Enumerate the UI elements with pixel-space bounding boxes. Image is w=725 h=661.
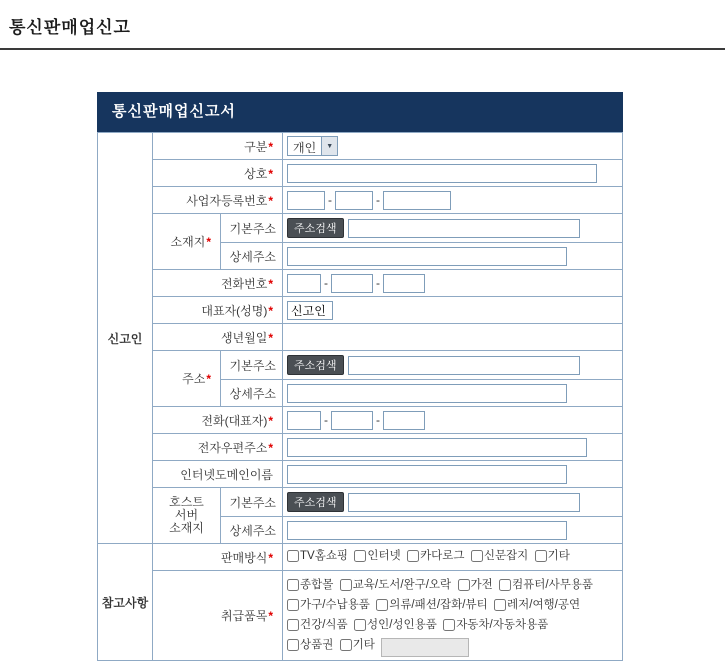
sales-method-checkbox[interactable] — [535, 550, 547, 562]
checkbox-label: 건강/식품 — [300, 618, 348, 631]
items-checkbox[interactable] — [499, 579, 511, 591]
required-marker: * — [268, 440, 274, 455]
address-detail-input[interactable] — [287, 384, 567, 403]
label-text: 전화번호 — [220, 276, 268, 291]
items-checkbox[interactable] — [340, 639, 352, 651]
location-detail-input[interactable] — [287, 247, 567, 266]
items-option[interactable] — [340, 636, 375, 654]
items-checkbox[interactable] — [287, 639, 299, 651]
items-checkbox[interactable] — [287, 579, 299, 591]
label-text: 인터넷도메인이름 — [180, 467, 274, 482]
checkbox-label: 컴퓨터/사무용품 — [512, 578, 594, 591]
location-basic-input[interactable] — [348, 219, 580, 238]
row-phone-representative — [98, 407, 623, 434]
checkbox-label: 레저/여행/공연 — [507, 598, 581, 611]
items-option[interactable] — [287, 616, 348, 634]
required-marker: * — [268, 609, 274, 623]
sales-method-checkbox[interactable] — [471, 550, 483, 562]
checkbox-label: 신문잡지 — [483, 550, 529, 562]
dash-separator: - — [376, 413, 381, 427]
required-marker: * — [268, 193, 274, 208]
label-text: 사업자등록번호 — [186, 193, 268, 208]
company-input[interactable] — [287, 164, 597, 183]
items-option[interactable] — [494, 596, 580, 614]
phone-part1-input[interactable] — [287, 274, 321, 293]
label-business-reg-no — [153, 187, 283, 214]
items-checkbox[interactable] — [458, 579, 470, 591]
row-email — [98, 434, 623, 461]
label-text: 전화(대표자) — [201, 413, 268, 428]
phone-rep-part1-input[interactable] — [287, 411, 321, 430]
phone-part3-input[interactable] — [383, 274, 425, 293]
checkbox-label: 의류/패션/잡화/뷰티 — [389, 598, 488, 611]
items-option[interactable] — [287, 596, 370, 614]
items-checkbox[interactable] — [443, 619, 455, 631]
checkbox-label: 자동차/자동차용품 — [456, 618, 549, 631]
items-option[interactable] — [340, 576, 451, 594]
items-checkbox[interactable] — [494, 599, 506, 611]
sublabel-address-basic — [221, 351, 283, 380]
sales-method-option-catalog[interactable] — [407, 547, 464, 565]
label-text: 구분 — [244, 139, 268, 154]
dash-separator: - — [376, 193, 381, 207]
row-location-basic — [98, 214, 623, 243]
label-text: 판매방식 — [220, 550, 268, 565]
sublabel-host-detail — [221, 517, 283, 544]
host-address-search-button[interactable]: 주소검색 — [287, 492, 344, 512]
row-representative — [98, 297, 623, 324]
sublabel-text: 상세주소 — [229, 249, 277, 264]
sales-method-option-internet[interactable] — [354, 547, 400, 565]
label-text: 주소 — [182, 372, 206, 386]
required-marker: * — [268, 550, 274, 565]
sublabel-host-basic — [221, 488, 283, 517]
row-business-reg-no — [98, 187, 623, 214]
form-title: 통신판매업신고서 — [97, 92, 623, 132]
checkbox-label: 카다로그 — [420, 550, 465, 562]
page-title: 통신판매업신고 — [9, 18, 131, 37]
required-marker: * — [268, 139, 274, 154]
sublabel-text: 기본주소 — [229, 358, 277, 373]
phone-part2-input[interactable] — [331, 274, 373, 293]
items-option[interactable] — [443, 616, 548, 634]
label-text: 전자우편주소 — [197, 440, 268, 455]
label-company — [153, 160, 283, 187]
sublabel-text: 상세주소 — [229, 523, 277, 538]
label-email — [153, 434, 283, 461]
address-basic-input[interactable] — [348, 356, 580, 375]
sales-method-checkbox[interactable] — [287, 550, 299, 562]
items-etc-input[interactable] — [381, 638, 469, 657]
dash-separator: - — [324, 413, 329, 427]
sublabel-location-basic — [221, 214, 283, 243]
sales-method-option-etc[interactable] — [535, 547, 570, 565]
items-option[interactable] — [458, 576, 493, 594]
items-checkbox[interactable] — [287, 599, 299, 611]
sublabel-text: 상세주소 — [229, 386, 277, 401]
host-basic-input[interactable] — [348, 493, 580, 512]
row-phone — [98, 270, 623, 297]
category-select-value: 개인 — [293, 141, 317, 155]
checkbox-label: 교육/도서/완구/오락 — [352, 578, 452, 591]
items-option[interactable] — [354, 616, 437, 634]
items-option[interactable] — [499, 576, 593, 594]
row-birth-date — [98, 324, 623, 351]
sales-method-checkbox[interactable] — [407, 550, 419, 562]
row-sales-method — [98, 544, 623, 571]
items-checkbox[interactable] — [376, 599, 388, 611]
required-marker: * — [268, 303, 274, 318]
group-reference — [98, 544, 153, 661]
label-text: 취급품목 — [220, 609, 268, 623]
required-marker: * — [268, 413, 274, 428]
label-text: 소재지 — [170, 235, 206, 249]
title-divider — [0, 48, 725, 50]
label-text: 대표자(성명) — [201, 303, 268, 318]
checkbox-label: 가구/수납용품 — [300, 598, 370, 611]
group-reporter-label: 신고인 — [107, 331, 143, 346]
birth-date-cell — [283, 324, 623, 351]
label-internet-domain — [153, 461, 283, 488]
row-host-server-basic — [98, 488, 623, 517]
required-marker: * — [206, 372, 211, 386]
host-detail-input[interactable] — [287, 521, 567, 540]
checkbox-label: 가전 — [470, 578, 493, 591]
required-marker: * — [268, 276, 274, 291]
label-category — [153, 133, 283, 160]
host-server-label-line: 호스트 — [169, 495, 204, 509]
sublabel-text: 기본주소 — [229, 495, 277, 510]
checkbox-label: 기타 — [547, 550, 570, 562]
label-representative — [153, 297, 283, 324]
label-birth-date — [153, 324, 283, 351]
checkbox-label: TV홈쇼핑 — [300, 550, 349, 562]
label-phone — [153, 270, 283, 297]
label-text: 생년월일 — [220, 330, 268, 345]
checkbox-label: 기타 — [352, 638, 375, 651]
report-form — [97, 92, 623, 661]
host-server-label-line: 서버 — [174, 508, 199, 522]
group-reference-label: 참고사항 — [101, 595, 149, 610]
phone-rep-part3-input[interactable] — [383, 411, 425, 430]
dash-separator: - — [376, 276, 381, 290]
checkbox-label: 상품권 — [300, 638, 334, 651]
label-text: 상호 — [244, 166, 268, 181]
representative-input[interactable] — [287, 301, 333, 320]
required-marker: * — [268, 330, 274, 345]
items-option[interactable] — [287, 576, 333, 594]
required-marker: * — [206, 235, 211, 249]
row-category — [98, 133, 623, 160]
sales-method-checkbox[interactable] — [354, 550, 366, 562]
row-internet-domain — [98, 461, 623, 488]
checkbox-label: 인터넷 — [367, 550, 401, 562]
group-reporter — [98, 133, 153, 544]
address-search-button[interactable]: 주소검색 — [287, 355, 344, 375]
sublabel-text: 기본주소 — [229, 221, 277, 236]
row-company — [98, 160, 623, 187]
checkbox-label: 성인/성인용품 — [367, 618, 437, 631]
sales-method-option-tv[interactable] — [287, 547, 348, 565]
business-reg-no-part2-input[interactable] — [335, 191, 373, 210]
location-address-search-button[interactable]: 주소검색 — [287, 218, 344, 238]
items-option[interactable] — [376, 596, 487, 614]
sublabel-address-detail — [221, 380, 283, 407]
label-address — [153, 351, 221, 407]
sublabel-location-detail — [221, 243, 283, 270]
row-address-basic — [98, 351, 623, 380]
chevron-down-icon: ▼ — [321, 137, 337, 155]
report-form-table — [97, 132, 623, 661]
business-reg-no-part3-input[interactable] — [383, 191, 451, 210]
label-location — [153, 214, 221, 270]
business-reg-no-part1-input[interactable] — [287, 191, 325, 210]
dash-separator: - — [328, 193, 333, 207]
dash-separator: - — [324, 276, 329, 290]
label-phone-representative — [153, 407, 283, 434]
label-sales-method — [153, 544, 283, 571]
category-select[interactable] — [287, 136, 338, 156]
required-marker: * — [268, 166, 274, 181]
items-checkbox[interactable] — [354, 619, 366, 631]
label-items — [153, 571, 283, 661]
host-server-label-line: 소재지 — [169, 521, 204, 535]
phone-rep-part2-input[interactable] — [331, 411, 373, 430]
row-items — [98, 571, 623, 661]
email-input[interactable] — [287, 438, 587, 457]
items-checkbox[interactable] — [340, 579, 352, 591]
label-host-server-location — [153, 488, 221, 544]
items-checkbox[interactable] — [287, 619, 299, 631]
sales-method-option-newspaper[interactable] — [471, 547, 528, 565]
internet-domain-input[interactable] — [287, 465, 567, 484]
items-option[interactable] — [287, 636, 333, 654]
checkbox-label: 종합몰 — [300, 578, 334, 591]
